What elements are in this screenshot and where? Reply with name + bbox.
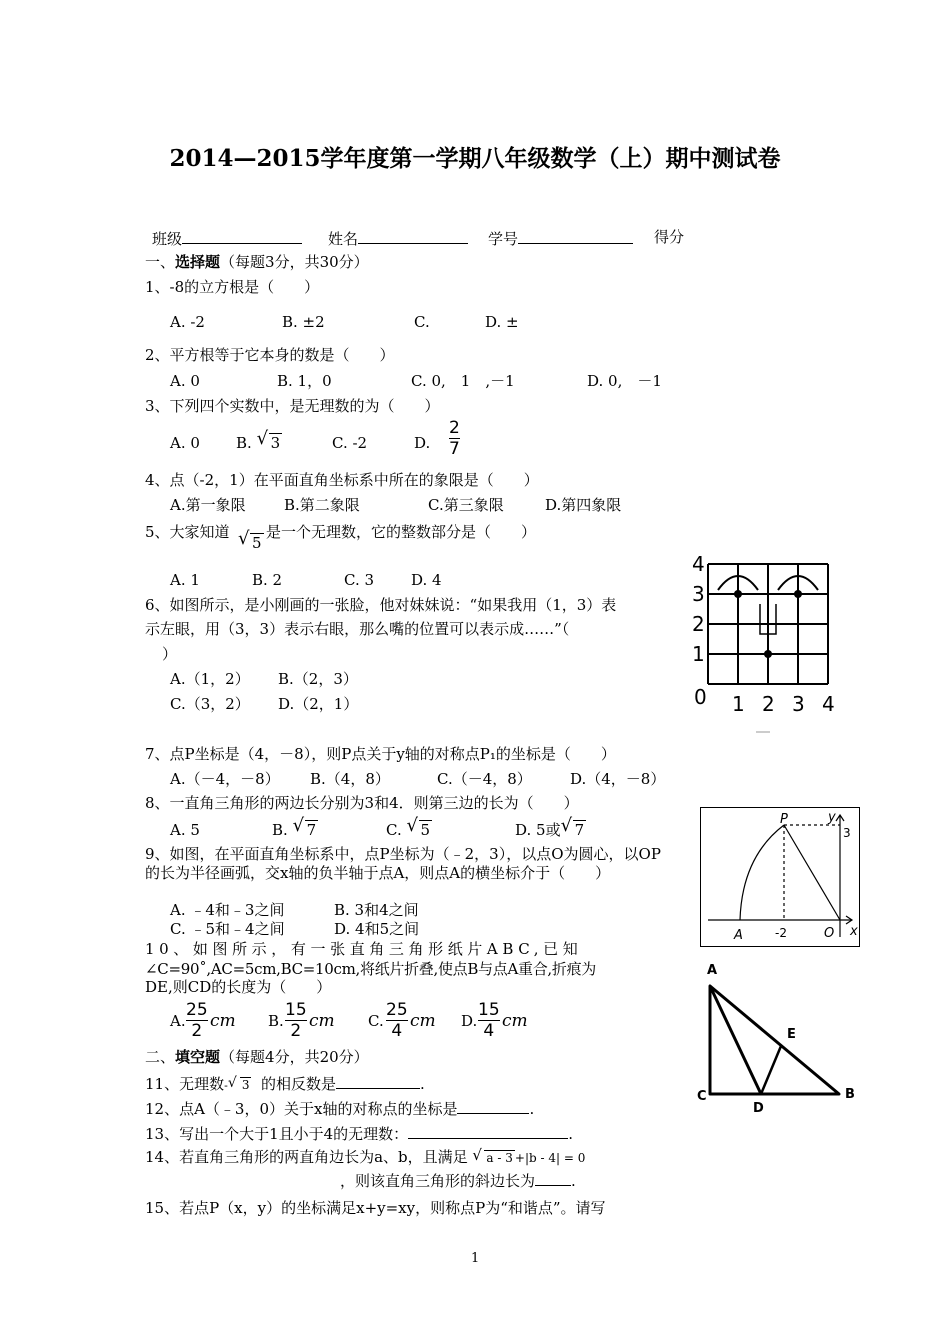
q10-b-fraction: $\frac{15}{2}$ — [285, 1000, 307, 1041]
q1-option-a[interactable]: A. -2 — [170, 313, 205, 331]
q8-option-c[interactable]: C. √ 5 — [386, 815, 431, 839]
number-label: 学号 — [488, 228, 633, 248]
q10-option-b[interactable]: B. — [268, 1012, 284, 1030]
y-tick: 3 — [692, 582, 705, 606]
q1-option-d[interactable]: D. ± — [485, 313, 519, 331]
q11-text: 11、无理数- √ 3 的相反数是 . — [145, 1075, 425, 1093]
x-tick: 1 — [732, 692, 745, 716]
q10-b-unit: cm — [309, 1011, 335, 1031]
q9-line-2: 的长为半径画弧，交x轴的负半轴于点A，则点A的横坐标介于（ ） — [145, 864, 611, 882]
q10-line-2: ∠C=90˚,AC=5cm,BC=10cm,将纸片折叠,使点B与点A重合,折痕为 — [145, 960, 597, 978]
label-b: B — [845, 1087, 855, 1102]
y-tick: 2 — [692, 612, 705, 636]
q6-line-2: 示左眼，用（3，3）表示右眼，那么嘴的位置可以表示成……”（ — [145, 620, 570, 638]
q8-option-b[interactable]: B. √ 7 — [272, 815, 317, 839]
q3-option-b[interactable]: B. √ 3 — [236, 428, 281, 452]
q13-blank[interactable] — [408, 1123, 568, 1139]
q1-option-b[interactable]: B. ±2 — [282, 313, 325, 331]
q10-option-d[interactable]: D. — [461, 1012, 478, 1030]
q14-blank[interactable] — [535, 1170, 571, 1186]
sqrt-symbol: √ 3 — [256, 428, 281, 452]
y-tick: 1 — [692, 642, 705, 666]
q7-option-a[interactable]: A.（－4，－8） — [170, 770, 280, 788]
q2-option-c[interactable]: C. 0, 1 ,－1 — [411, 372, 515, 390]
q9-line-1: 9、如图，在平面直角坐标系中，点P坐标为（﹣2，3），以点O为圆心，以OP — [145, 845, 661, 863]
arc — [740, 825, 784, 920]
score-label: 得分 — [654, 228, 685, 246]
q6-option-d[interactable]: D.（2，1） — [278, 695, 359, 713]
q3-fraction: $\frac{2}{7}$ — [449, 418, 460, 459]
x-tick: 4 — [822, 692, 835, 716]
q11-blank[interactable] — [336, 1073, 420, 1089]
label-a: A — [707, 963, 718, 978]
q12-blank[interactable] — [457, 1098, 529, 1114]
q2-option-d[interactable]: D. 0, －1 — [587, 372, 662, 390]
q10-line-1: 10、如图所示，有一张直角三角形纸片ABC,已知 — [145, 940, 583, 958]
q4-option-b[interactable]: B.第二象限 — [284, 496, 360, 514]
x-tick: 0 — [694, 685, 707, 709]
q2-option-b[interactable]: B. 1，0 — [277, 372, 332, 390]
label-p: P — [780, 812, 788, 827]
x-tick: 2 — [762, 692, 775, 716]
q5-option-a[interactable]: A. 1 — [170, 571, 200, 589]
label-3: 3 — [843, 826, 851, 840]
q6-option-c[interactable]: C.（3，2） — [170, 695, 250, 713]
q7-stem: 7、点P坐标是（4，－8），则P点关于y轴的对称点P₁的坐标是（ ） — [145, 745, 616, 763]
q3-option-d[interactable]: D. — [414, 434, 431, 452]
q10-a-unit: cm — [210, 1011, 236, 1031]
arc-coordinate-figure — [700, 807, 860, 947]
face-grid-figure — [688, 556, 838, 736]
number-blank[interactable] — [518, 228, 633, 244]
q3-option-a[interactable]: A. 0 — [170, 434, 200, 452]
q14-line-2: ，则该直角三角形的斜边长为 . — [340, 1172, 576, 1190]
q9-option-b[interactable]: B. 3和4之间 — [334, 901, 419, 919]
q5-stem: 5、大家知道 — [145, 523, 230, 541]
q5-stem-post: 是一个无理数，它的整数部分是（ ） — [266, 523, 537, 541]
q5-option-d[interactable]: D. 4 — [411, 571, 442, 589]
class-label: 班级 — [152, 228, 302, 248]
q8-option-d[interactable]: D. 5或 √ 7 — [515, 815, 585, 839]
q7-option-d[interactable]: D.（4，－8） — [570, 770, 666, 788]
q4-option-d[interactable]: D.第四象限 — [545, 496, 622, 514]
x-tick: 3 — [792, 692, 805, 716]
q15-line-1: 15、若点P（x，y）的坐标满足x+y=xy，则称点P为“和谐点”。请写 — [145, 1199, 606, 1217]
q3-option-c[interactable]: C. -2 — [332, 434, 368, 452]
q10-c-fraction: $\frac{25}{4}$ — [386, 1000, 408, 1041]
q14-line-1: 14、若直角三角形的两直角边长为a、b，且满足 √ a - 3 +|b - 4| = 0 — [145, 1146, 586, 1166]
q3-stem: 3、下列四个实数中，是无理数的为（ ） — [145, 397, 440, 415]
label-y: y — [828, 810, 836, 825]
q8-stem: 8、一直角三角形的两边长分别为3和4．则第三边的长为（ ） — [145, 794, 579, 812]
label-neg2: -2 — [775, 926, 787, 940]
name-label: 姓名 — [328, 228, 468, 248]
q10-option-c[interactable]: C. — [368, 1012, 384, 1030]
q6-option-b[interactable]: B.（2，3） — [278, 670, 358, 688]
q5-option-b[interactable]: B. 2 — [252, 571, 283, 589]
q6-line-1: 6、如图所示，是小刚画的一张脸，他对妹妹说：“如果我用（1，3）表 — [145, 596, 617, 614]
q2-stem: 2、平方根等于它本身的数是（ ） — [145, 346, 395, 364]
q4-option-a[interactable]: A.第一象限 — [170, 496, 246, 514]
page-number: 1 — [471, 1251, 480, 1266]
q10-line-3: DE,则CD的长度为（ ） — [145, 978, 332, 996]
q6-option-a[interactable]: A.（1，2） — [170, 670, 250, 688]
q10-d-fraction: $\frac{15}{4}$ — [478, 1000, 500, 1041]
q8-option-a[interactable]: A. 5 — [170, 821, 200, 839]
q10-c-unit: cm — [410, 1011, 436, 1031]
q9-option-a[interactable]: A. ﹣4和﹣3之间 — [170, 901, 285, 919]
q10-d-unit: cm — [502, 1011, 528, 1031]
q1-stem: 1、-8的立方根是（ ） — [145, 278, 320, 296]
section-2-heading: 二、填空题（每题4分，共20分） — [145, 1048, 369, 1066]
q6-line-3: ） — [162, 645, 178, 663]
q4-stem: 4、点（-2，1）在平面直角坐标系中所在的象限是（ ） — [145, 471, 539, 489]
q5-option-c[interactable]: C. 3 — [344, 571, 375, 589]
q9-option-d[interactable]: D. 4和5之间 — [334, 920, 420, 938]
q5-sqrt: √ 5 — [238, 528, 262, 552]
q9-option-c[interactable]: C. ﹣5和﹣4之间 — [170, 920, 285, 938]
y-tick: 4 — [692, 556, 705, 576]
q13-text: 13、写出一个大于1且小于4的无理数： . — [145, 1125, 573, 1143]
label-o: O — [824, 926, 835, 941]
triangle-fold-figure — [695, 958, 865, 1118]
q12-text: 12、点A（﹣3，0）关于x轴的对称点的坐标是 . — [145, 1100, 535, 1118]
label-e: E — [787, 1027, 796, 1042]
page-title: 2014—2015学年度第一学期八年级数学（上）期中测试卷 — [169, 145, 781, 172]
q10-option-a[interactable]: A. — [170, 1012, 186, 1030]
label-a: A — [734, 928, 743, 943]
q10-a-fraction: $\frac{25}{2}$ — [186, 1000, 208, 1041]
name-blank[interactable] — [358, 228, 468, 244]
label-d: D — [753, 1101, 764, 1116]
q2-option-a[interactable]: A. 0 — [170, 372, 200, 390]
q7-option-b[interactable]: B.（4，8） — [310, 770, 390, 788]
q4-option-c[interactable]: C.第三象限 — [428, 496, 504, 514]
section-1-heading: 一、选择题（每题3分，共30分） — [145, 253, 369, 271]
class-blank[interactable] — [182, 228, 302, 244]
q7-option-c[interactable]: C.（－4，8） — [437, 770, 532, 788]
label-c: C — [697, 1089, 707, 1104]
label-x: x — [850, 924, 858, 939]
segment-op — [784, 825, 840, 920]
q1-option-c[interactable]: C. — [414, 313, 430, 331]
